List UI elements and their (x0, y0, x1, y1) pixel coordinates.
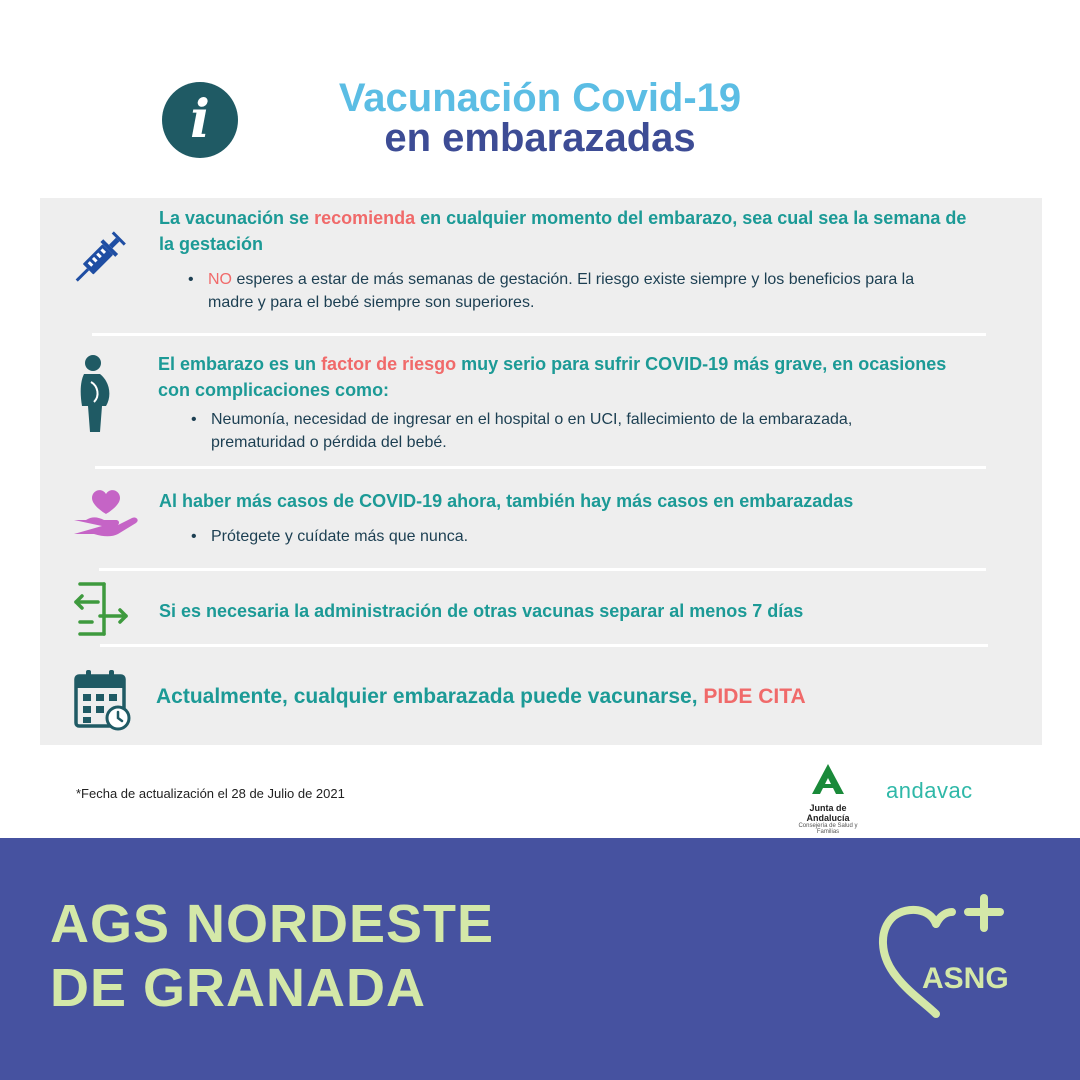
pregnant-woman-icon (76, 354, 116, 434)
section-3-headline: Al haber más casos de COVID-19 ahora, también hay más casos en embarazadas (159, 491, 854, 511)
syringe-icon (66, 226, 132, 292)
footer-banner (0, 838, 1080, 1080)
section-2-headline: El embarazo es un factor de riesgo muy serio para sufrir COVID-19 más grave, en ocasiones con complicaciones como: (158, 354, 947, 400)
footer-title-line-2: DE GRANADA (50, 958, 427, 1018)
section-4-headline: Si es necesaria la administración de otras vacunas separar al menos 7 días (159, 601, 804, 621)
section-1-headline: La vacunación se recomienda en cualquier momento del embarazo, sea cual sea la semana de la gestación (159, 208, 967, 254)
section-3-bullet: • Prótegete y cuídate más que nunca. (191, 528, 469, 545)
divider (99, 568, 986, 571)
divider (95, 466, 986, 469)
asng-logo-text: ASNG (922, 962, 1009, 995)
page-title (0, 78, 1080, 158)
exchange-arrows-icon (72, 580, 130, 638)
title-line-2: en embarazadas (384, 116, 696, 160)
junta-name: Junta de Andalucía (806, 803, 850, 823)
footer-title-line-1: AGS NORDESTE (50, 894, 495, 954)
junta-andalucia-emblem-icon (810, 762, 846, 796)
heart-hand-icon (72, 486, 142, 542)
section-1-bullet: • NO esperes a estar de más semanas de gestación. El riesgo existe siempre y los beneficios para la madre y para el bebé siempre son superiores. (188, 271, 915, 311)
update-date-footnote: *Fecha de actualización el 28 de Julio de 2021 (76, 786, 345, 801)
footer-title (50, 892, 494, 1020)
title-line-1: Vacunación Covid-19 (338, 76, 742, 120)
divider (92, 333, 986, 336)
asng-heart-logo-icon (872, 884, 1012, 1034)
junta-sub: Consejería de Salud y Familias (798, 823, 858, 835)
divider (100, 644, 988, 647)
andavac-logo: andavac (886, 778, 973, 803)
calendar-clock-icon (74, 668, 132, 732)
info-icon: i (162, 82, 238, 158)
section-2-bullet: • Neumonía, necesidad de ingresar en el hospital o en UCI, fallecimiento de la embarazada, prematuridad o pérdida del bebé. (191, 411, 853, 451)
pide-cita-link[interactable]: PIDE CITA (703, 685, 806, 708)
section-5-headline: Actualmente, cualquier embarazada puede vacunarse, PIDE CITA (156, 685, 806, 708)
junta-andalucia-logo (788, 762, 868, 835)
